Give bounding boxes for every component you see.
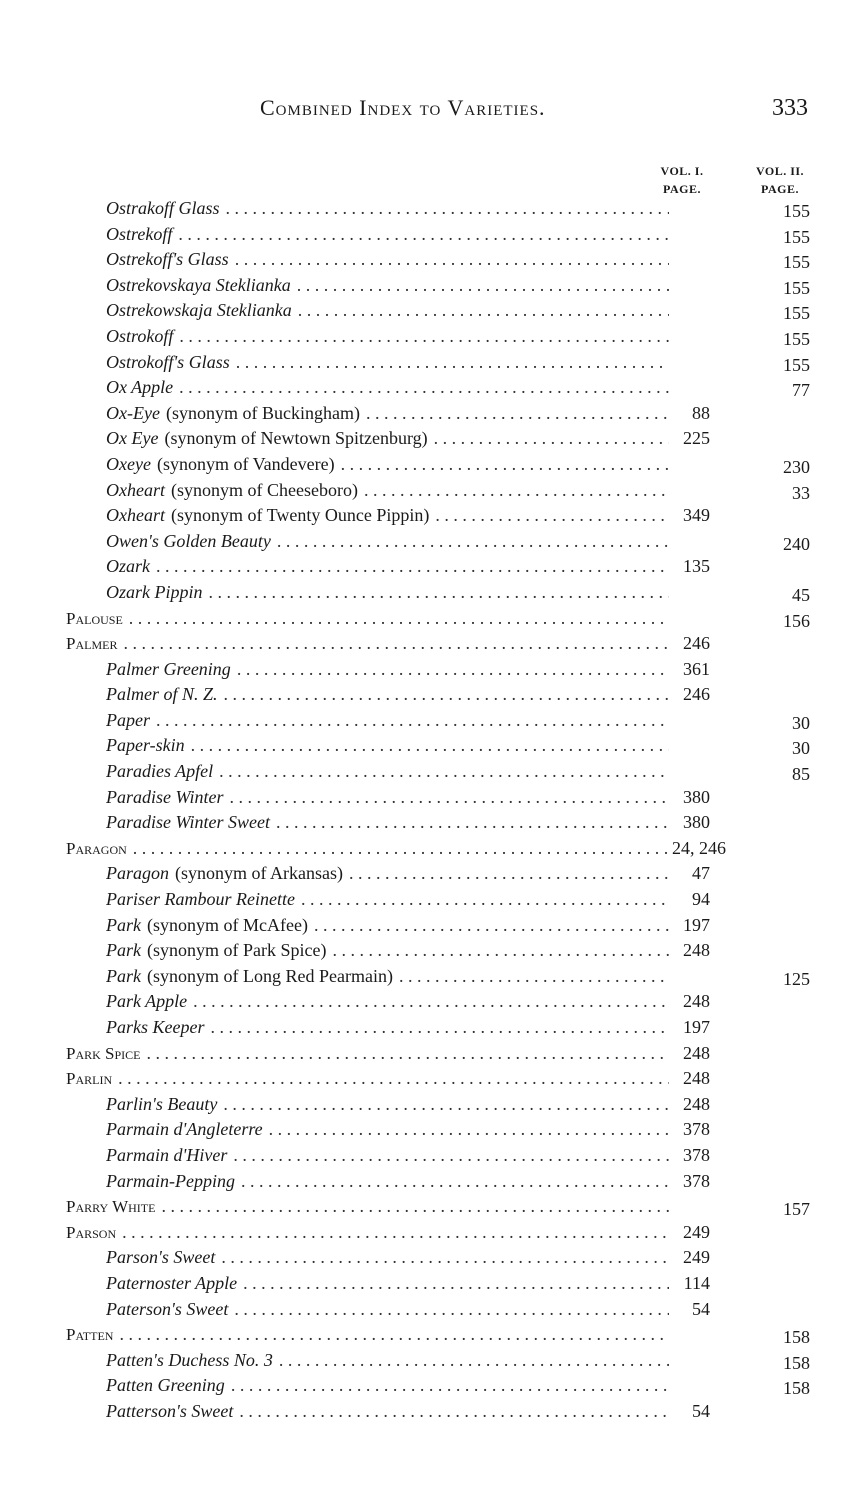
entry-text: [106, 1169, 669, 1195]
vol1-page-ref: 248: [683, 1093, 710, 1114]
vol2-page-ref: 30: [792, 738, 810, 759]
variety-name: Parlin's Beauty: [106, 1093, 218, 1114]
entry-text: [106, 938, 669, 964]
variety-name: Pariser Rambour Reinette: [106, 889, 295, 910]
synonym-note: (synonym of Park Spice): [147, 940, 327, 961]
index-entry-sub: [0, 426, 850, 452]
variety-name: Park: [106, 940, 141, 961]
entry-text: [106, 401, 669, 427]
vol1-page-ref: 246: [683, 633, 710, 654]
index-entry-sub: [0, 759, 850, 785]
vol1-page-ref: 248: [683, 1042, 710, 1063]
entry-text: [106, 503, 669, 529]
entry-text: [66, 631, 669, 657]
vol1-page-ref: 378: [683, 1119, 710, 1140]
entry-text: [106, 350, 669, 376]
entry-text: [106, 196, 669, 222]
entry-text: [106, 1245, 669, 1271]
index-entry-sub: [0, 452, 850, 478]
index-entry-sub: [0, 324, 850, 350]
entry-text: [66, 1220, 669, 1246]
dot-leader: [191, 733, 669, 759]
dot-leader: [276, 810, 669, 836]
index-entry-main: [0, 1220, 850, 1246]
index-entry-main: [0, 1322, 850, 1348]
vol1-page-ref: 248: [683, 940, 710, 961]
variety-name: Palmer of N. Z.: [106, 684, 218, 705]
dot-leader: [122, 1220, 669, 1246]
index-entry-sub: [0, 1399, 850, 1425]
index-entry-sub: [0, 222, 850, 248]
index-entry-sub: [0, 529, 850, 555]
dot-leader: [156, 554, 669, 580]
dot-leader: [178, 222, 669, 248]
dot-leader: [332, 938, 669, 964]
variety-name: Parson: [66, 1222, 117, 1242]
dot-leader: [231, 1373, 669, 1399]
variety-name: Parks Keeper: [106, 1017, 205, 1037]
entry-text: [106, 964, 669, 990]
index-entry-sub: [0, 273, 850, 299]
variety-name: Parmain d'Hiver: [106, 1144, 228, 1165]
dot-leader: [239, 1399, 669, 1425]
dot-leader: [219, 759, 669, 785]
entry-text: [106, 989, 669, 1015]
synonym-note: (synonym of Twenty Ounce Pippin): [170, 505, 430, 526]
index-entry-sub: [0, 1143, 850, 1169]
index-entry-sub: [0, 1015, 850, 1041]
variety-name: Palmer: [66, 634, 118, 654]
index-entry-sub: [0, 1348, 850, 1374]
dot-leader: [210, 1015, 669, 1041]
variety-name: Ox-Eye: [106, 402, 160, 423]
vol2-page-ref: 155: [783, 303, 810, 324]
dot-leader: [234, 1297, 669, 1323]
vol2-page-ref: 158: [783, 1327, 810, 1348]
index-entry-sub: [0, 196, 850, 222]
vol1-page-ref: 197: [683, 1017, 710, 1037]
variety-name: Ostrekoff: [106, 223, 173, 244]
vol2-page-ref: 155: [783, 252, 810, 273]
variety-name: Ostrekowskaja Steklianka: [106, 300, 292, 321]
index-entry-sub: [0, 657, 850, 683]
vol2-page-ref: 33: [792, 482, 810, 503]
variety-name: Ostrekovskaya Steklianka: [106, 274, 291, 295]
index-entry-sub: [0, 1092, 850, 1118]
vol1-page-ref: 88: [692, 402, 710, 423]
synonym-note: (synonym of Newtown Spitzenburg): [164, 428, 428, 449]
entry-text: [106, 1117, 669, 1143]
variety-name: Park Apple: [106, 991, 188, 1012]
dot-leader: [435, 503, 669, 529]
entry-text: [106, 861, 669, 887]
dot-leader: [147, 1041, 670, 1067]
vol2-page-ref: 240: [783, 533, 810, 554]
index-entry-main: [0, 836, 850, 862]
index-entry-sub: [0, 478, 850, 504]
variety-name: Patterson's Sweet: [106, 1400, 234, 1421]
dot-leader: [364, 478, 669, 504]
index-entry-sub: [0, 375, 850, 401]
dot-leader: [161, 1194, 669, 1220]
dot-leader: [179, 375, 669, 401]
vol2-page-ref: 155: [783, 201, 810, 221]
variety-name: Parlin: [66, 1069, 113, 1089]
variety-name: Ozark Pippin: [106, 581, 203, 602]
vol1-page-ref: 135: [683, 556, 710, 577]
dot-leader: [277, 529, 669, 555]
variety-name: Ostrokoff's Glass: [106, 351, 230, 372]
entry-text: [66, 1322, 669, 1348]
index-list: [0, 196, 850, 1425]
entry-text: [106, 1143, 669, 1169]
vol1-column-heading: VOL. I. PAGE.: [660, 164, 704, 196]
variety-name: Owen's Golden Beauty: [106, 530, 271, 551]
dot-leader: [118, 1066, 669, 1092]
dot-leader: [129, 606, 669, 632]
index-entry-sub: [0, 247, 850, 273]
vol2-page-ref: 30: [792, 712, 810, 733]
entry-text: [106, 708, 669, 734]
dot-leader: [269, 1117, 669, 1143]
vol1-page-ref: 378: [683, 1170, 710, 1191]
dot-leader: [123, 631, 669, 657]
dot-leader: [341, 452, 669, 478]
index-entry-sub: [0, 989, 850, 1015]
vol1-page-ref: 249: [683, 1221, 710, 1242]
entry-text: [66, 836, 669, 862]
vol2-page-ref: 77: [792, 380, 810, 401]
vol1-page-ref: 54: [692, 1400, 710, 1421]
index-entry-sub: [0, 350, 850, 376]
index-entry-sub: [0, 298, 850, 324]
variety-name: Park: [106, 965, 141, 986]
index-entry-main: [0, 1066, 850, 1092]
entry-text: [106, 580, 669, 606]
vol1-page-ref: 248: [683, 991, 710, 1012]
variety-name: Paragon: [106, 863, 169, 884]
dot-leader: [179, 324, 669, 350]
index-entry-sub: [0, 1297, 850, 1323]
dot-leader: [233, 1143, 669, 1169]
dot-leader: [226, 196, 669, 222]
variety-name: Paper: [106, 709, 150, 730]
entry-text: [106, 1092, 669, 1118]
index-entry-sub: [0, 503, 850, 529]
vol1-page-ref: 94: [692, 889, 710, 910]
vol2-page-ref: 125: [783, 968, 810, 989]
variety-name: Ox Apple: [106, 377, 174, 398]
index-entry-sub: [0, 1373, 850, 1399]
variety-name: Park: [106, 914, 141, 935]
vol1-page-ref: 349: [683, 505, 710, 526]
running-title: Combined Index to Varieties.: [260, 95, 546, 120]
vol2-page-ref: 155: [783, 328, 810, 349]
variety-name: Parmain d'Angleterre: [106, 1119, 263, 1140]
entry-text: [106, 1348, 669, 1374]
variety-name: Ozark: [106, 556, 150, 577]
dot-leader: [298, 298, 669, 324]
dot-leader: [133, 836, 669, 862]
entry-text: [106, 1373, 669, 1399]
vol2-page-ref: 155: [783, 277, 810, 298]
entry-text: [106, 452, 669, 478]
entry-text: [106, 1399, 669, 1425]
dot-leader: [243, 1271, 669, 1297]
vol1-page-ref: 225: [683, 428, 710, 449]
dot-leader: [297, 273, 669, 299]
vol1-page-ref: 197: [683, 914, 710, 935]
index-entry-sub: [0, 682, 850, 708]
variety-name: Paper-skin: [106, 735, 185, 756]
index-entry-sub: [0, 580, 850, 606]
synonym-note: (synonym of Buckingham): [165, 402, 360, 423]
entry-text: [106, 247, 669, 273]
vol1-page-ref: 380: [683, 786, 710, 807]
index-entry-sub: [0, 785, 850, 811]
dot-leader: [366, 401, 669, 427]
entry-text: [106, 1297, 669, 1323]
variety-name: Patten: [66, 1325, 114, 1345]
index-entry-sub: [0, 733, 850, 759]
index-entry-sub: [0, 708, 850, 734]
index-entry-main: [0, 631, 850, 657]
index-entry-sub: [0, 1271, 850, 1297]
vol2-page-ref: 158: [783, 1352, 810, 1373]
entry-text: [106, 810, 669, 836]
dot-leader: [237, 657, 669, 683]
entry-text: [66, 1041, 669, 1067]
vol1-page-ref: 380: [683, 812, 710, 833]
index-entry-sub: [0, 1245, 850, 1271]
variety-name: Park Spice: [66, 1043, 141, 1063]
vol1-page-ref: 54: [692, 1298, 710, 1319]
entry-text: [106, 1015, 669, 1041]
variety-name: Ostrokoff: [106, 325, 174, 346]
vol1-page-ref: 114: [683, 1272, 710, 1293]
entry-text: [106, 1271, 669, 1297]
entry-text: [106, 478, 669, 504]
variety-name: Parry White: [66, 1197, 156, 1217]
entry-text: [106, 657, 669, 683]
dot-leader: [156, 708, 669, 734]
vol2-page-ref: 45: [792, 584, 810, 605]
variety-name: Oxheart: [106, 479, 165, 500]
entry-text: [106, 375, 669, 401]
variety-name: Ostrekoff's Glass: [106, 249, 229, 270]
entry-text: [106, 222, 669, 248]
entry-text: [106, 913, 669, 939]
index-entry-sub: [0, 913, 850, 939]
entry-text: [106, 733, 669, 759]
vol2-page-ref: 156: [783, 610, 810, 631]
dot-leader: [314, 913, 669, 939]
entry-text: [66, 1194, 669, 1220]
entry-text: [106, 529, 669, 555]
dot-leader: [279, 1348, 669, 1374]
vol1-page-ref: 24, 246: [672, 837, 726, 858]
variety-name: Paradise Winter: [106, 786, 224, 807]
page-number: 333: [772, 95, 808, 121]
dot-leader: [434, 426, 669, 452]
index-entry-sub: [0, 1117, 850, 1143]
dot-leader: [349, 861, 669, 887]
index-entry-sub: [0, 938, 850, 964]
entry-text: [106, 273, 669, 299]
vol1-page-ref: 47: [692, 863, 710, 884]
dot-leader: [301, 887, 669, 913]
page-header: [0, 95, 850, 129]
variety-name: Paterson's Sweet: [106, 1298, 229, 1319]
dot-leader: [193, 989, 669, 1015]
dot-leader: [223, 1092, 669, 1118]
variety-name: Patten's Duchess No. 3: [106, 1349, 273, 1370]
vol2-page-ref: 155: [783, 226, 810, 247]
variety-name: Paternoster Apple: [106, 1272, 238, 1293]
variety-name: Palouse: [66, 608, 123, 628]
vol2-page-ref: 85: [792, 764, 810, 785]
variety-name: Ox Eye: [106, 428, 159, 449]
variety-name: Paragon: [66, 838, 127, 858]
variety-name: Paradise Winter Sweet: [106, 812, 270, 833]
variety-name: Paradies Apfel: [106, 761, 214, 782]
vol1-page-ref: 378: [683, 1144, 710, 1165]
entry-text: [106, 324, 669, 350]
variety-name: Oxeye: [106, 453, 151, 474]
index-entry-sub: [0, 554, 850, 580]
vol1-page-ref: 248: [683, 1068, 710, 1089]
variety-name: Ostrakoff Glass: [106, 198, 220, 218]
variety-name: Parmain-Pepping: [106, 1170, 235, 1191]
index-entry-sub: [0, 887, 850, 913]
index-entry-sub: [0, 861, 850, 887]
entry-text: [106, 682, 669, 708]
synonym-note: (synonym of Vandevere): [156, 453, 335, 474]
dot-leader: [119, 1322, 669, 1348]
dot-leader: [209, 580, 670, 606]
vol1-page-ref: 249: [683, 1247, 710, 1268]
variety-name: Parson's Sweet: [106, 1247, 216, 1268]
dot-leader: [235, 247, 669, 273]
dot-leader: [241, 1169, 669, 1195]
entry-text: [106, 298, 669, 324]
vol2-column-heading: VOL. II. PAGE.: [755, 164, 805, 196]
dot-leader: [399, 964, 669, 990]
entry-text: [106, 554, 669, 580]
index-entry-sub: [0, 1169, 850, 1195]
dot-leader: [221, 1245, 669, 1271]
variety-name: Patten Greening: [106, 1375, 225, 1396]
index-entry-sub: [0, 964, 850, 990]
synonym-note: (synonym of Long Red Pearmain): [147, 965, 393, 986]
synonym-note: (synonym of McAfee): [147, 914, 308, 935]
index-entry-sub: [0, 401, 850, 427]
vol2-page-ref: 157: [783, 1199, 810, 1220]
entry-text: [66, 1066, 669, 1092]
synonym-note: (synonym of Cheeseboro): [170, 479, 358, 500]
column-headings: [0, 162, 850, 198]
variety-name: Palmer Greening: [106, 658, 231, 679]
dot-leader: [230, 785, 670, 811]
index-entry-sub: [0, 810, 850, 836]
vol2-page-ref: 158: [783, 1378, 810, 1399]
entry-text: [106, 759, 669, 785]
variety-name: Oxheart: [106, 505, 165, 526]
index-entry-main: [0, 606, 850, 632]
entry-text: [66, 606, 669, 632]
vol2-page-ref: 155: [783, 354, 810, 375]
vol2-page-ref: 230: [783, 456, 810, 477]
entry-text: [106, 785, 669, 811]
vol1-page-ref: 246: [683, 684, 710, 705]
entry-text: [106, 887, 669, 913]
vol1-page-ref: 361: [683, 658, 710, 679]
dot-leader: [224, 682, 669, 708]
entry-text: [106, 426, 669, 452]
synonym-note: (synonym of Arkansas): [175, 863, 343, 884]
index-entry-main: [0, 1194, 850, 1220]
index-entry-main: [0, 1041, 850, 1067]
dot-leader: [236, 350, 669, 376]
